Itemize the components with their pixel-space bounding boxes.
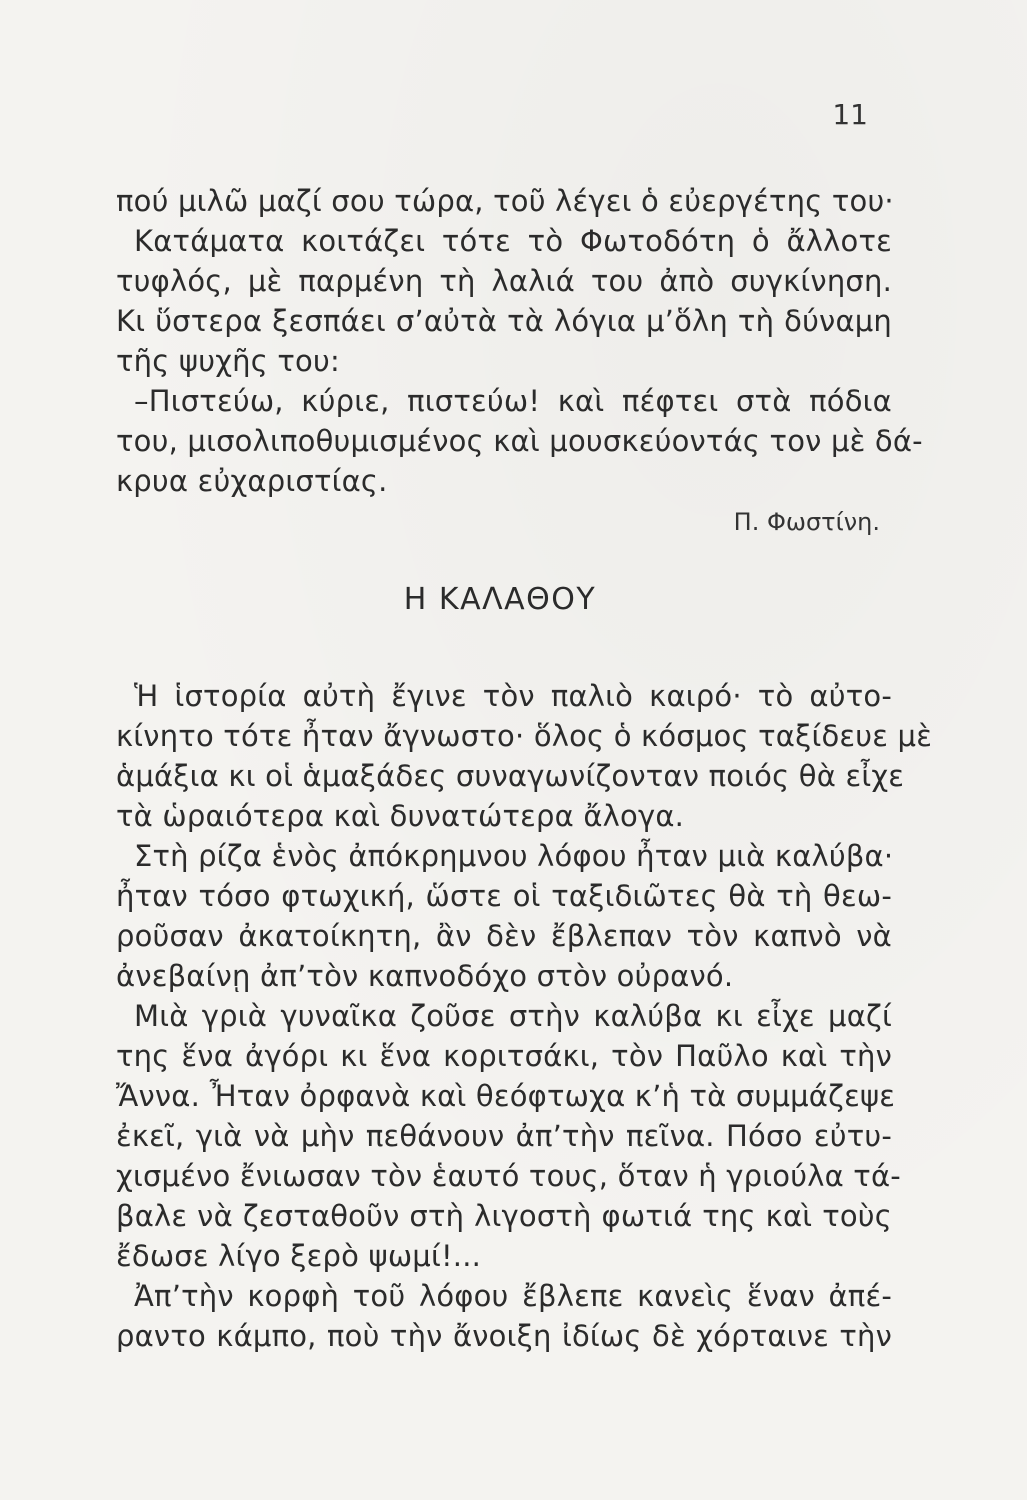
text-line: τῆς ψυχῆς του: (116, 344, 340, 378)
text-line: Ἡ ἱστορία αὐτὴ ἔγινε τὸν παλιὸ καιρό· τὸ αὐτο- (134, 679, 892, 713)
text-line: Μιὰ γριὰ γυναῖκα ζοῦσε στὴν καλύβα κι εἶχε μαζί (134, 999, 892, 1033)
text-line: της ἕνα ἀγόρι κι ἕνα κοριτσάκι, τὸν Παῦλο καὶ τὴν (116, 1039, 892, 1073)
text-line: ἔδωσε λίγο ξερὸ ψωμί!... (116, 1239, 482, 1273)
text-line: τυφλός, μὲ παρμένη τὴ λαλιά του ἀπὸ συγκίνηση. (116, 264, 892, 298)
section-body-text (116, 676, 933, 1356)
text-line: ροῦσαν ἀκατοίκητη, ἂν δὲν ἔβλεπαν τὸν καπνὸ νὰ (116, 919, 892, 953)
text-line: Κι ὕστερα ξεσπάει σ’αὐτὰ τὰ λόγια μ’ὅλη τὴ δύναμη (116, 304, 892, 338)
text-line: ἀνεβαίνῃ ἀπ’τὸν καπνοδόχο στὸν οὐρανό. (116, 959, 734, 993)
text-line: ραντο κάμπο, ποὺ τὴν ἄνοιξη ἰδίως δὲ χόρταινε τὴν (116, 1319, 892, 1353)
text-line: Ἄννα. Ἦταν ὀρφανὰ καὶ θεόφτωχα κ’ἡ τὰ συμμάζεψε (116, 1079, 896, 1113)
text-line: Ἀπ’τὴν κορφὴ τοῦ λόφου ἔβλεπε κανεὶς ἕναν ἀπέ- (134, 1279, 892, 1313)
text-line: βαλε νὰ ζεσταθοῦν στὴ λιγοστὴ φωτιά της καὶ τοὺς (116, 1199, 892, 1233)
author-signature: Π. Φωστίνη. (733, 508, 880, 536)
page-number: 11 (832, 98, 868, 131)
text-line: πού μιλῶ μαζί σου τώρα, τοῦ λέγει ὁ εὐεργέτης του· (116, 184, 894, 218)
section-title: Η ΚΑΛΑΘΟΥ (403, 582, 597, 617)
text-line: χισμένο ἔνιωσαν τὸν ἑαυτό τους, ὅταν ἡ γριούλα τά- (116, 1159, 901, 1193)
text-line: τὰ ὡραιότερα καὶ δυνατώτερα ἄλογα. (116, 799, 685, 833)
text-line: Κατάματα κοιτάζει τότε τὸ Φωτοδότη ὁ ἄλλοτε (134, 224, 892, 258)
text-line: του, μισολιποθυμισμένος καὶ μουσκεύοντάς τον μὲ δά- (116, 424, 923, 458)
text-line: Στὴ ρίζα ἑνὸς ἀπόκρημνου λόφου ἦταν μιὰ καλύβα· (134, 839, 894, 873)
text-line: ἐκεῖ, γιὰ νὰ μὴν πεθάνουν ἀπ’τὴν πεῖνα. Πόσο εὐτυ- (116, 1119, 892, 1153)
story-ending-text (116, 181, 923, 501)
text-line: –Πιστεύω, κύριε, πιστεύω! καὶ πέφτει στὰ πόδια (134, 384, 892, 418)
text-line: ἁμάξια κι οἱ ἁμαξάδες συναγωνίζονταν ποιός θὰ εἶχε (116, 759, 905, 793)
text-line: ἦταν τόσο φτωχική, ὥστε οἱ ταξιδιῶτες θὰ τὴ θεω- (116, 879, 892, 913)
text-line: κρυα εὐχαριστίας. (116, 464, 388, 498)
text-line: κίνητο τότε ἦταν ἄγνωστο· ὅλος ὁ κόσμος ταξίδευε μὲ (116, 719, 933, 753)
